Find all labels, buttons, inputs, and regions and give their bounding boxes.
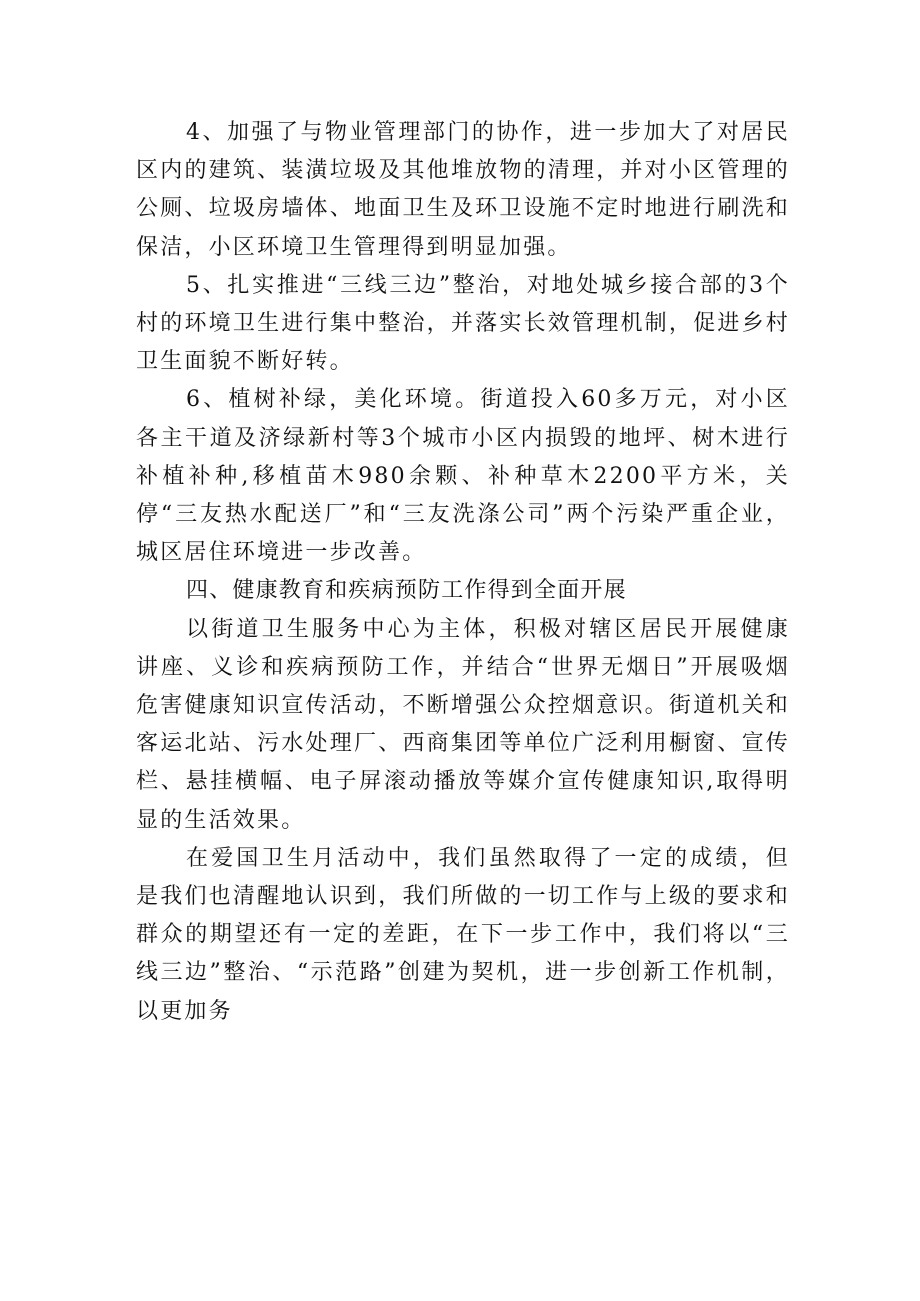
section-heading: 四、健康教育和疾病预防工作得到全面开展	[186, 578, 627, 604]
document-body	[136, 114, 790, 1031]
paragraph-tree-planting: 6、植树补绿，美化环境。街道投入60多万元，对小区各主干道及济绿新村等3个城市小区内损毁的地坪、树木进行补植补种,移植苗木980余颗、补种草木2200平方米，关停“三友热水配送厂”和“三友洗涤公司”两个污染严重企业，城区居住环境进一步改善。	[136, 387, 790, 566]
paragraph-health-education: 以街道卫生服务中心为主体，积极对辖区居民开展健康讲座、义诊和疾病预防工作，并结合“世界无烟日”开展吸烟危害健康知识宣传活动，不断增强公众控烟意识。街道机关和客运北站、污水处理厂、西商集团等单位广泛利用橱窗、宣传栏、悬挂横幅、电子屏滚动播放等媒介宣传健康知识,取得明显的生活效果。	[136, 616, 790, 833]
paragraph-property-cooperation: 4、加强了与物业管理部门的协作，进一步加大了对居民区内的建筑、装潢垃圾及其他堆放物的清理，并对小区管理的公厕、垃圾房墙体、地面卫生及环卫设施不定时地进行刷洗和保洁，小区环境卫生管理得到明显加强。	[136, 120, 790, 260]
paragraph-conclusion: 在爱国卫生月活动中，我们虽然取得了一定的成绩，但是我们也清醒地认识到，我们所做的一切工作与上级的要求和群众的期望还有一定的差距，在下一步工作中，我们将以“三线三边”整治、“示范路”创建为契机，进一步创新工作机制，以更加务	[136, 845, 790, 1024]
paragraph-three-lines-remediation: 5、扎实推进“三线三边”整治，对地处城乡接合部的3个村的环境卫生进行集中整治，并落实长效管理机制，促进乡村卫生面貌不断好转。	[136, 272, 790, 375]
